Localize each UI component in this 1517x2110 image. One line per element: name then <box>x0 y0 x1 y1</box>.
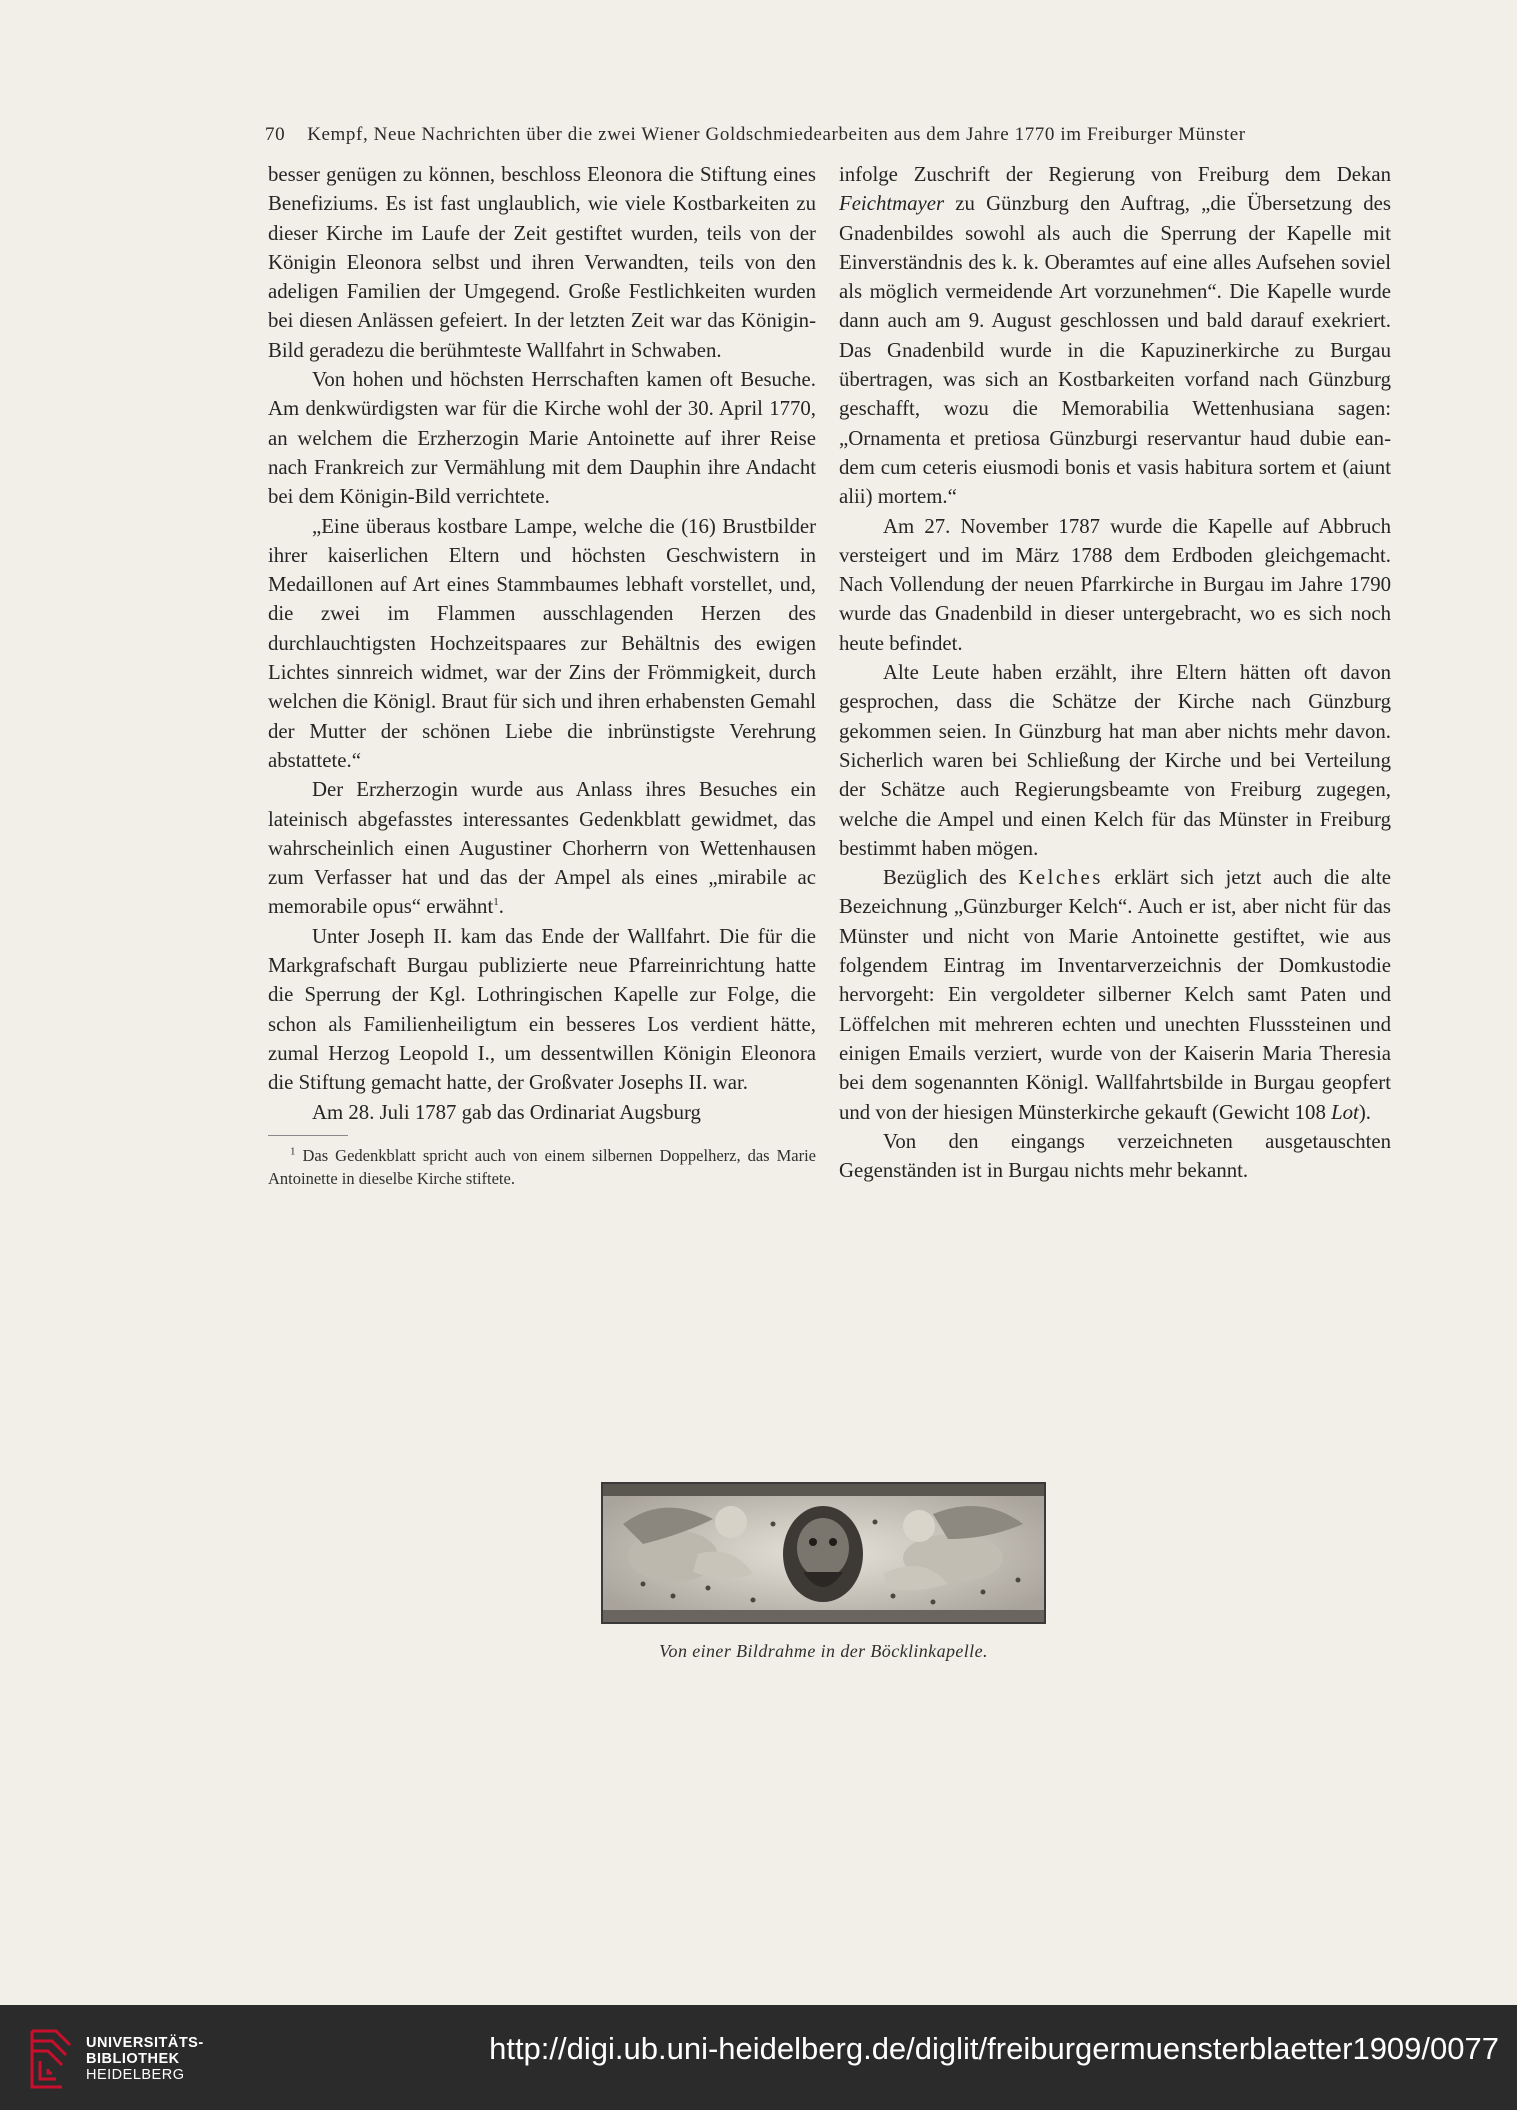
footnote-reference[interactable]: 1 <box>493 896 499 909</box>
library-name-line: HEIDELBERG <box>86 2067 185 2083</box>
paragraph-text: Bezüglich des <box>883 866 1019 890</box>
paragraph <box>268 775 816 921</box>
paragraph: Am 27. November 1787 wurde die Kapelle auf Abbruch versteigert und im März 1788 dem Erdboden gleichgemacht. Nach Vollendung der neuen Pfarrkirche in Burgau im Jahre 1790 wurde das Gnadenbild in dieser untergebracht, wo es sich noch heute befindet. <box>839 514 1391 655</box>
relief-photograph <box>601 1482 1046 1624</box>
right-column <box>839 160 1391 1185</box>
paragraph: Am 28. Juli 1787 gab das Ordinariat Augsburg <box>312 1100 701 1124</box>
footnote-divider <box>268 1135 348 1136</box>
figure-caption: Von einer Bildrahme in der Böcklinkapelle. <box>659 1641 988 1661</box>
paragraph: Von hohen und höchsten Herrschaften kamen oft Besuche. Am denkwürdigsten war für die Kirche wohl der 30. April 1770, an welchem die Erzherzogin Marie Antoinette auf ihrer Reise nach Frankreich zur Vermählung mit dem Dauphin ihre Andacht bei dem Königin-Bild verrichtete. <box>268 368 816 509</box>
library-name-line: UNIVERSITÄTS- <box>86 2035 204 2051</box>
paragraph-text: erklärt sich jetzt auch die alte Bezeichnung „Günzburger Kelch“. Auch er ist, aber nicht für das Münster und nicht von Marie Antoinette gestiftet, wie aus folgendem Eintrag im Inventarverzeichnis der Domkustodie hervorgeht: Ein vergoldeter silberner Kelch samt Paten und Löffelchen mit mehreren echten und unechten Flusssteinen und einigen Emails verziert, wurde von der Kaiserin Maria Theresia bei dem sogenannten Königl. Wallfahrtsbilde in Burgau geopfert und von der hiesigen Münsterkirche gekauft (Gewicht 108 <box>839 866 1391 1124</box>
paragraph <box>839 160 1391 512</box>
library-name-line: BIBLIOTHEK <box>86 2051 180 2067</box>
unit: Lot <box>1331 1100 1359 1124</box>
page-number: 70 <box>265 124 286 145</box>
footnote <box>268 1144 816 1190</box>
paragraph-text: ). <box>1358 1100 1371 1124</box>
paragraph-text: infolge Zuschrift der Regierung von Freiburg dem Dekan <box>839 163 1391 186</box>
running-header <box>265 124 1375 146</box>
paragraph-text: zu Günzburg den Auftrag, „die Übersetzung des Gnadenbildes sowohl als auch die Sperrung der Kapelle mit Einverständnis des k. k. Oberamtes auf eine alles Aufsehen soviel als möglich vermeidende Art vorzunehmen“. Die Kapelle wurde dann auch am 9. August geschlossen und bald darauf exekriert. Das Gnadenbild wurde in die Kapuzinerkirche zu Burgau übertragen, was sich an Kostbarkeiten vorfand nach Günzburg geschafft, wozu die Memorabilia Wettenhusiana sagen: „Ornamenta et pretiosa Günzburgi reservantur haud dubie eandem cum ceteris eiusmodi bonis et vasis habitura sortem et (aiunt alii) mortem.“ <box>839 192 1391 509</box>
footnote-text: Das Gedenkblatt spricht auch von einem silbernen Doppelherz, das Marie Antoinette in dieselbe Kirche stiftete. <box>268 1145 816 1188</box>
footnote-marker: 1 <box>290 1145 296 1158</box>
library-logo-icon[interactable] <box>26 2023 82 2095</box>
left-column <box>268 160 816 1190</box>
footer-bar <box>0 2005 1517 2110</box>
paragraph: Von den eingangs verzeichneten ausgetauschten Gegenständen ist in Burgau nichts mehr bekannt. <box>839 1129 1391 1183</box>
paragraph: besser genügen zu können, beschloss Eleonora die Stiftung eines Benefiziums. Es ist fast unglaublich, wie viele Kostbarkeiten zu dieser Kirche im Laufe der Zeit gestiftet wurden, teils von der Königin Eleonora selbst und ihren Verwandten, teils von den adeligen Familien der Umgegend. Große Festlichkeiten wurden bei diesen Anlässen gefeiert. In der letzten Zeit war das Königin-Bild geradezu die berühmteste Wallfahrt in Schwaben. <box>268 163 816 362</box>
source-url-link[interactable]: http://digi.ub.uni-heidelberg.de/diglit/freiburgermuensterblaetter1909/0077 <box>489 2031 1499 2066</box>
paragraph-text: . <box>498 895 504 919</box>
paragraph-text: Der Erzherzogin wurde aus Anlass ihres Besuches ein lateinisch abgefasstes interessantes Gedenkblatt gewidmet, das wahrscheinlich einen Augustiner Chorherrn von Wettenhausen zum Verfasser hat und das der Ampel als eines „mirabile ac memorabile opus“ erwähnt <box>268 778 816 919</box>
library-name <box>86 2035 204 2083</box>
emphasized-word: Kelches <box>1018 866 1103 890</box>
paragraph: Unter Joseph II. kam das Ende der Wallfahrt. Die für die Markgrafschaft Burgau publizierte neue Pfarreinrichtung hatte die Sperrung der Kgl. Lothringischen Kapelle zur Folge, die schon als Familienheiligtum ein besseres Los verdient hätte, zumal Herzog Leopold I., um dessentwillen Königin Eleonora die Stiftung gemacht hatte, der Großvater Josephs II. war. <box>268 924 816 1095</box>
paragraph <box>839 863 1391 1127</box>
running-title: Kempf, Neue Nachrichten über die zwei Wiener Goldschmiedearbeiten aus dem Jahre 1770 im Freiburger Münster <box>307 124 1246 145</box>
paragraph: „Eine überaus kostbare Lampe, welche die (16) Brustbilder ihrer kaiserlichen Eltern und höchsten Geschwistern in Medaillonen auf Art eines Stammbaumes lebhaft vorstellet, und, die zwei im Flammen ausschlagenden Herzen des durchlauchtigsten Hochzeitspaares zur Behältnis des ewigen Lichtes sinnreich widmet, war der Zins der Frömmigkeit, durch welchen die Königl. Braut für sich und ihren erhabensten Gemahl der Mutter der schönen Liebe die inbrünstigste Verehrung abstattete.“ <box>268 514 816 772</box>
paragraph: Alte Leute haben erzählt, ihre Eltern hätten oft davon gesprochen, dass die Schätze der Kirche nach Günzburg gekommen seien. In Günzburg hat man aber nichts mehr davon. Sicherlich waren bei Schließung der Kirche und bei Verteilung der Schätze auch Regierungsbeamte von Freiburg zugegen, welche die Ampel und einen Kelch für das Münster in Freiburg bestimmt haben mögen. <box>839 661 1391 860</box>
relief-illustration <box>603 1484 1044 1622</box>
person-name: Feichtmayer <box>839 192 945 216</box>
